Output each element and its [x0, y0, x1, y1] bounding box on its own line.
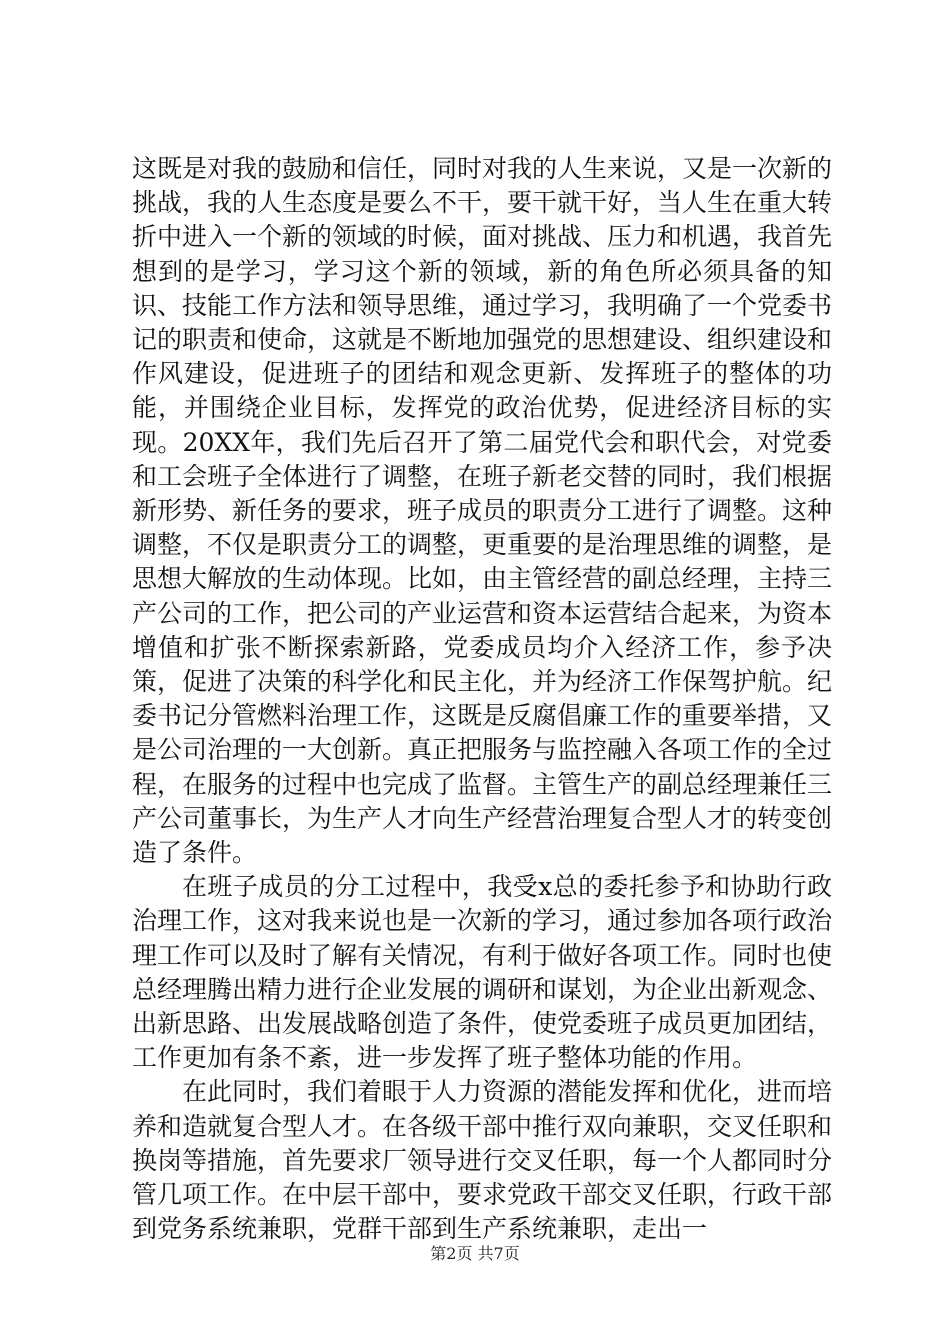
document-body: [132, 152, 832, 1247]
page-number-footer: 第2页 共7页: [430, 1244, 520, 1263]
paragraph-3: 在此同时，我们着眼于人力资源的潜能发挥和优化，进而培养和造就复合型人才。在各级干部中推行双向兼职，交叉任职和换岗等措施，首先要求厂领导进行交叉任职，每一个人都同时分管几项工作。在中层干部中，要求党政干部交叉任职，行政干部到党务系统兼职，党群干部到生产系统兼职，走出一: [132, 1077, 833, 1244]
paragraph-1: 这既是对我的鼓励和信任，同时对我的人生来说，又是一次新的挑战，我的人生态度是要么不干，要干就干好，当人生在重大转折中进入一个新的领域的时候，面对挑战、压力和机遇，我首先想到的是学习，学习这个新的领域，新的角色所必须具备的知识、技能工作方法和领导思维，通过学习，我明确了一个党委书记的职责和使命，这就是不断地加强党的思想建设、组织建设和作风建设，促进班子的团结和观念更新、发挥班子的整体的功能，并围绕企业目标，发挥党的政治优势，促进经济目标的实现。20XX年，我们先后召开了第二届党代会和职代会，对党委和工会班子全体进行了调整，在班子新老交替的同时，我们根据新形势、新任务的要求，班子成员的职责分工进行了调整。这种调整，不仅是职责分工的调整，更重要的是治理思维的调整，是思想大解放的生动体现。比如，由主管经营的副总经理，主持三产公司的工作，把公司的产业运营和资本运营结合起来，为资本增值和扩张不断探索新路，党委成员均介入经济工作，参予决策，促进了决策的科学化和民主化，并为经济工作保驾护航。纪委书记分管燃料治理工作，这既是反腐倡廉工作的重要举措，又是公司治理的一大创新。真正把服务与监控融入各项工作的全过程，在服务的过程中也完成了监督。主管生产的副总经理兼任三产公司董事长，为生产人才向生产经营治理复合型人才的转变创造了条件。: [132, 154, 833, 868]
paragraph-2: 在班子成员的分工过程中，我受x总的委托参予和协助行政治理工作，这对我来说也是一次新的学习，通过参加各项行政治理工作可以及时了解有关情况，有利于做好各项工作。同时也使总经理腾出精力进行企业发展的调研和谋划，为企业出新观念、出新思路、出发展战略创造了条件，使党委班子成员更加团结，工作更加有条不紊，进一步发挥了班子整体功能的作用。: [132, 872, 833, 1073]
